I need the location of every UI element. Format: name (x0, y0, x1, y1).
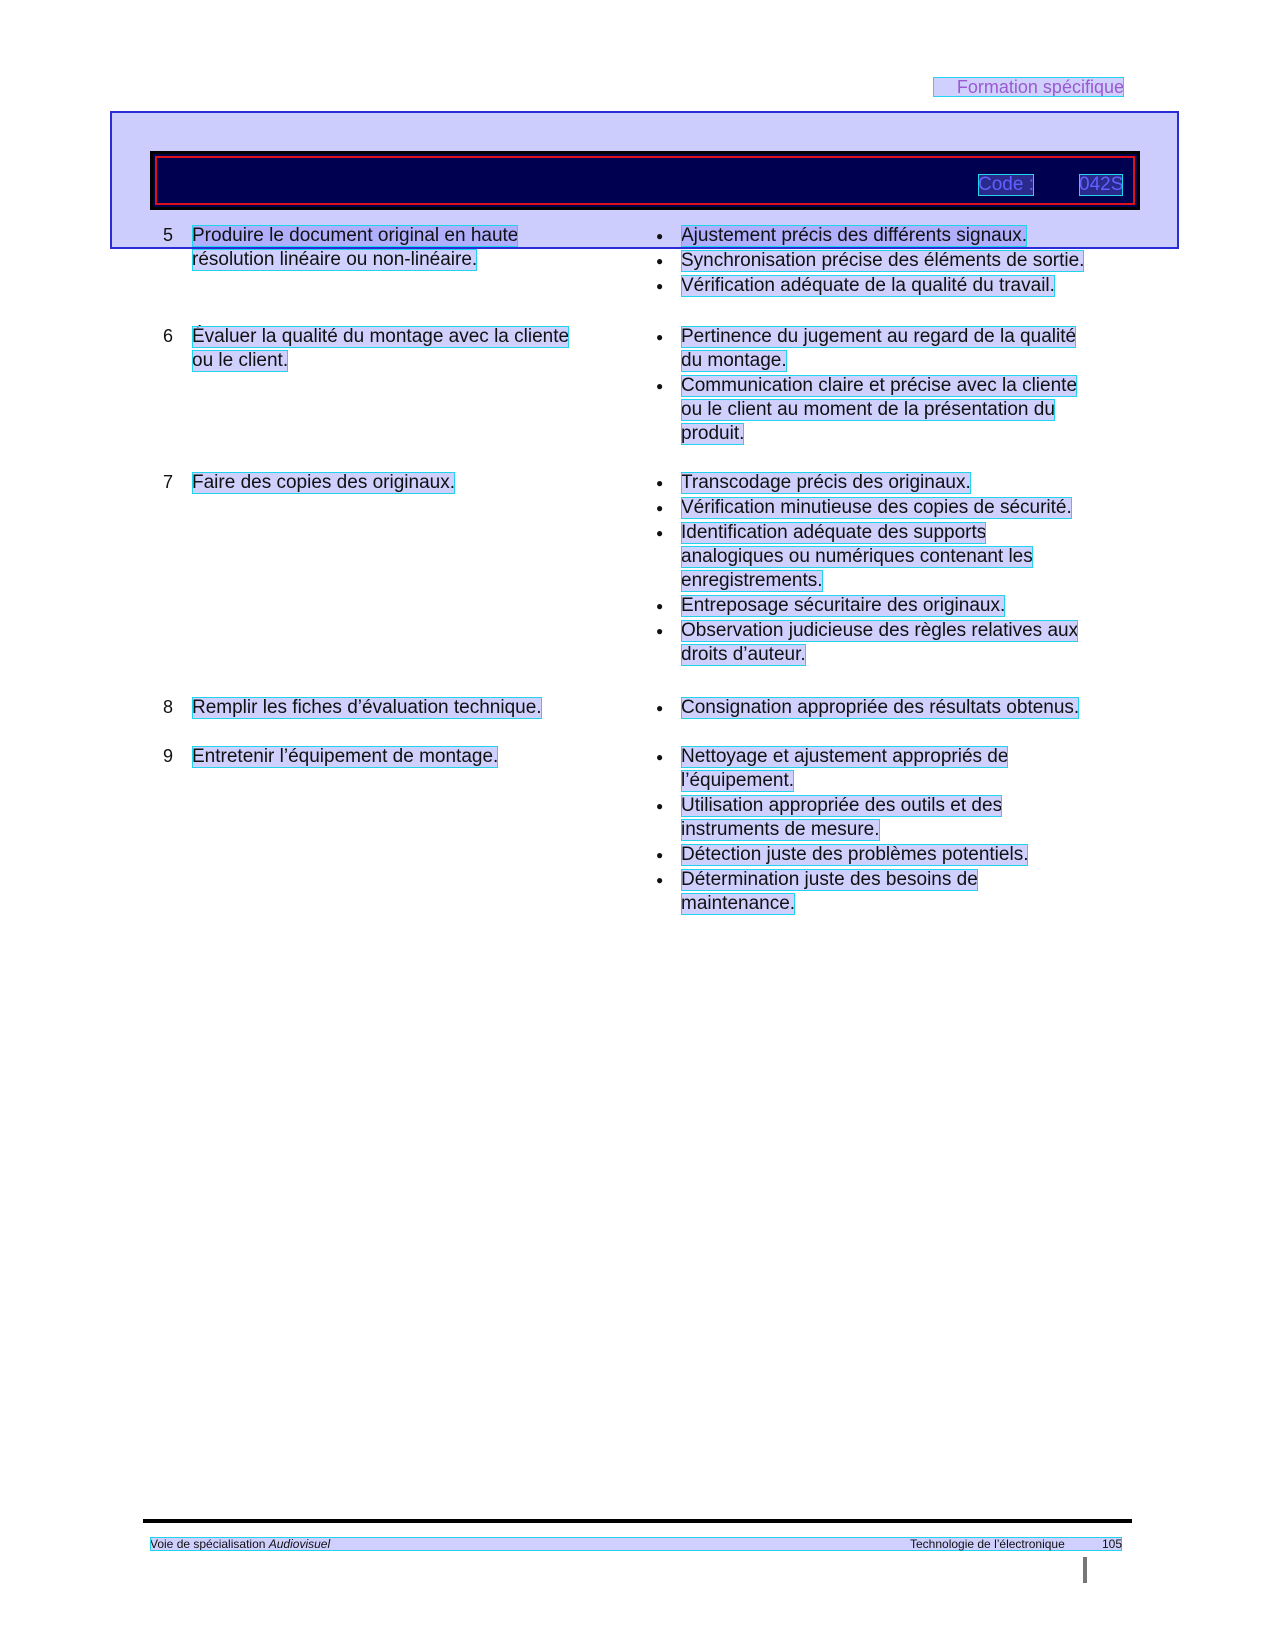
criterion-text-line: Nettoyage et ajustement appropriés de (681, 746, 1009, 767)
criterion-text-line: produit. (681, 423, 745, 444)
criterion-text-line: Utilisation appropriée des outils et des (681, 795, 1003, 816)
task-text-line: ou le client. (192, 350, 289, 371)
bullet-icon: ● (656, 750, 664, 764)
criterion-text-line: du montage. (681, 350, 787, 371)
text-cursor (1083, 1557, 1087, 1583)
task-text-line: Faire des copies des originaux. (192, 472, 455, 493)
task-text-line: Remplir les fiches d’évaluation technique. (192, 697, 542, 718)
criterion-text-line: Observation judicieuse des règles relatives aux (681, 620, 1079, 641)
bullet-icon: ● (656, 330, 664, 344)
footer-rule (143, 1519, 1132, 1523)
bullet-icon: ● (656, 229, 664, 243)
page-number: 105 (1102, 1537, 1123, 1551)
code-bar (150, 151, 1140, 210)
footer-right: Technologie de l’électronique (910, 1537, 1065, 1551)
bullet-icon: ● (656, 254, 664, 268)
row-number: 8 (163, 697, 174, 717)
criterion-text-line: Pertinence du jugement au regard de la qualité (681, 326, 1077, 347)
criterion-text-line: Identification adéquate des supports (681, 522, 987, 543)
criterion-text-line: Vérification adéquate de la qualité du travail. (681, 275, 1055, 296)
criterion-text-line: droits d’auteur. (681, 644, 806, 665)
criterion-text-line: Détection juste des problèmes potentiels. (681, 844, 1029, 865)
criterion-text-line: Synchronisation précise des éléments de sortie. (681, 250, 1085, 271)
criterion-text-line: analogiques ou numériques contenant les (681, 546, 1033, 567)
task-text-line: résolution linéaire ou non-linéaire. (192, 249, 478, 270)
criterion-text-line: Vérification minutieuse des copies de sécurité. (681, 497, 1072, 518)
criterion-text-line: Ajustement précis des différents signaux. (681, 225, 1028, 246)
task-text-line: Produire le document original en haute (192, 225, 519, 246)
row-number: 5 (163, 225, 174, 245)
criterion-text-line: Consignation appropriée des résultats obtenus. (681, 697, 1080, 718)
bullet-icon: ● (656, 379, 664, 393)
criterion-text-line: enregistrements. (681, 570, 823, 591)
footer-left: Voie de spécialisation Audiovisuel (150, 1537, 331, 1551)
row-number: 9 (163, 746, 174, 766)
section-title: Formation spécifique (933, 77, 1124, 97)
code-value: 042S (1079, 174, 1124, 195)
bullet-icon: ● (656, 701, 664, 715)
task-text-line: Entretenir l’équipement de montage. (192, 746, 499, 767)
criterion-text-line: l’équipement. (681, 770, 795, 791)
bullet-icon: ● (656, 799, 664, 813)
row-number: 7 (163, 472, 174, 492)
bullet-icon: ● (656, 476, 664, 490)
bullet-icon: ● (656, 848, 664, 862)
criterion-text-line: Transcodage précis des originaux. (681, 472, 971, 493)
row-number: 6 (163, 326, 174, 346)
criterion-text-line: maintenance. (681, 893, 796, 914)
task-text-line: Évaluer la qualité du montage avec la cliente (192, 326, 570, 347)
criterion-text-line: instruments de mesure. (681, 819, 880, 840)
criterion-text-line: Détermination juste des besoins de (681, 869, 978, 890)
criterion-text-line: Communication claire et précise avec la cliente (681, 375, 1078, 396)
bullet-icon: ● (656, 873, 664, 887)
bullet-icon: ● (656, 501, 664, 515)
criterion-text-line: ou le client au moment de la présentation du (681, 399, 1055, 420)
footer (150, 1537, 1122, 1551)
bullet-icon: ● (656, 624, 664, 638)
code-label: Code : (978, 174, 1034, 195)
bullet-icon: ● (656, 599, 664, 613)
criterion-text-line: Entreposage sécuritaire des originaux. (681, 595, 1006, 616)
bullet-icon: ● (656, 279, 664, 293)
bullet-icon: ● (656, 526, 664, 540)
